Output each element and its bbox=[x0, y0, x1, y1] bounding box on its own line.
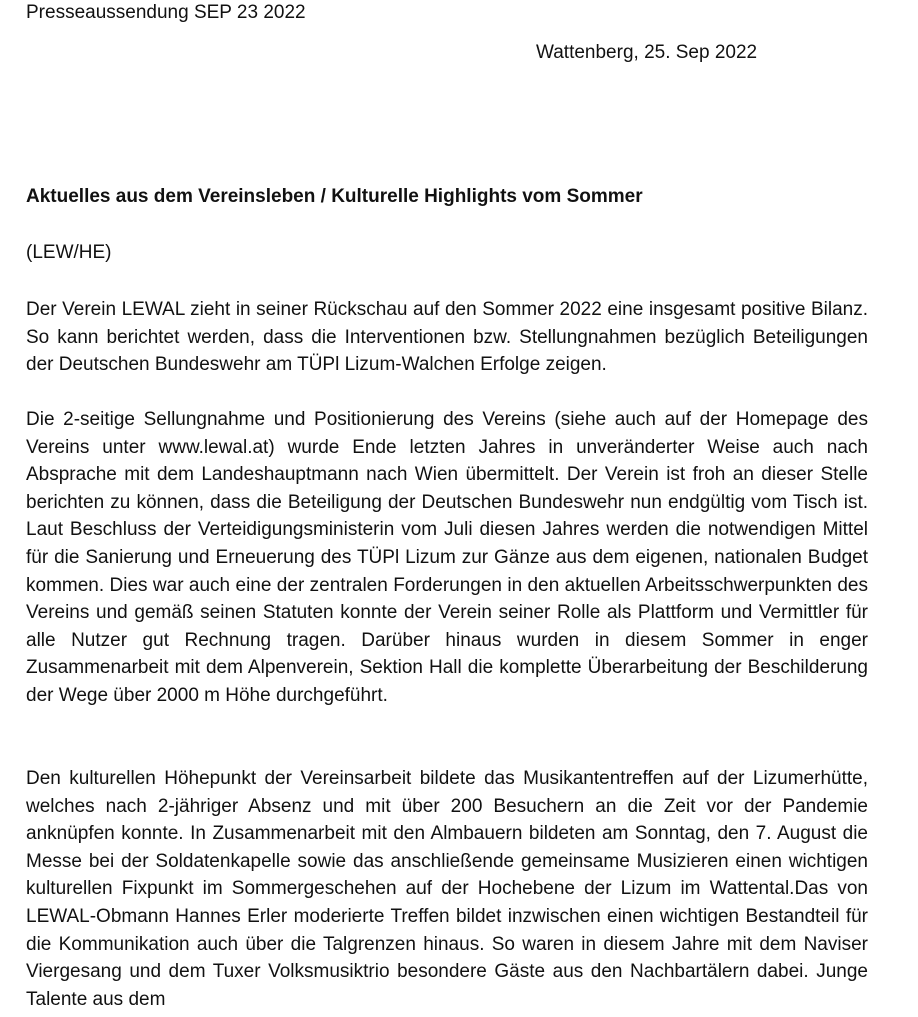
paragraph-3: Den kulturellen Höhepunkt der Vereinsarbeit bildete das Musikantentreffen auf der Lizumerhütte, welches nach 2-jähriger Absenz und mit über 200 Besuchern an die Zeit vor der Pandemie anknüpfen konnte. In Zusammenarbeit mit den Almbauern bildeten am Sonntag, den 7. August die Messe bei der Soldatenkapelle sowie das anschließende gemeinsame Musizieren einen wichtigen kulturellen Fixpunkt im Sommergeschehen auf der Hochebene der Lizum im Wattental.Das von LEWAL-Obmann Hannes Erler moderierte Treffen bildet inzwischen einen wichtigen Bestandteil für die Kommunikation auch über die Talgrenzen hinaus. So waren in diesem Jahre mit dem Naviser Viergesang und dem Tuxer Volksmusiktrio besondere Gäste aus den Nachbartälern dabei. Junge Talente aus dem bbox=[26, 768, 868, 1010]
paragraph-1: Der Verein LEWAL zieht in seiner Rückschau auf den Sommer 2022 eine insgesamt positive Bilanz. So kann berichtet werden, dass die Interventionen bzw. Stellungnahmen bezüglich Beteiligungen der Deutschen Bundeswehr am TÜPl Lizum-Walchen Erfolge zeigen. bbox=[26, 299, 868, 376]
dateline: Wattenberg, 25. Sep 2022 bbox=[536, 42, 758, 63]
byline: (LEW/HE) bbox=[26, 242, 112, 263]
press-release-header: Presseaussendung SEP 23 2022 bbox=[26, 2, 306, 23]
paragraph-2: Die 2-seitige Sellungnahme und Positionierung des Vereins (siehe auch auf der Homepage des Vereins unter www.lewal.at) wurde Ende letzten Jahres in unveränderter Weise auch nach Absprache mit dem Landeshauptmann nach Wien übermittelt. Der Verein ist froh an dieser Stelle berichten zu können, dass die Beteiligung der Deutschen Bundeswehr nun endgültig vom Tisch ist. Laut Beschluss der Verteidigungsministerin vom Juli diesen Jahres werden die notwendigen Mittel für die Sanierung und Erneuerung des TÜPl Lizum zur Gänze aus dem eigenen, nationalen Budget kommen. Dies war auch eine der zentralen Forderungen in den aktuellen Arbeitsschwerpunkten des Vereins und gemäß seinen Statuten konnte der Verein seiner Rolle als Plattform und Vermittler für alle Nutzer gut Rechnung tragen. Darüber hinaus wurden in diesem Sommer in enger Zusammenarbeit mit dem Alpenverein, Sektion Hall die komplette Überarbeitung der Beschilderung der Wege über 2000 m Höhe durchgeführt. bbox=[26, 409, 868, 706]
article-title: Aktuelles aus dem Vereinsleben / Kulturelle Highlights vom Sommer bbox=[26, 186, 643, 207]
